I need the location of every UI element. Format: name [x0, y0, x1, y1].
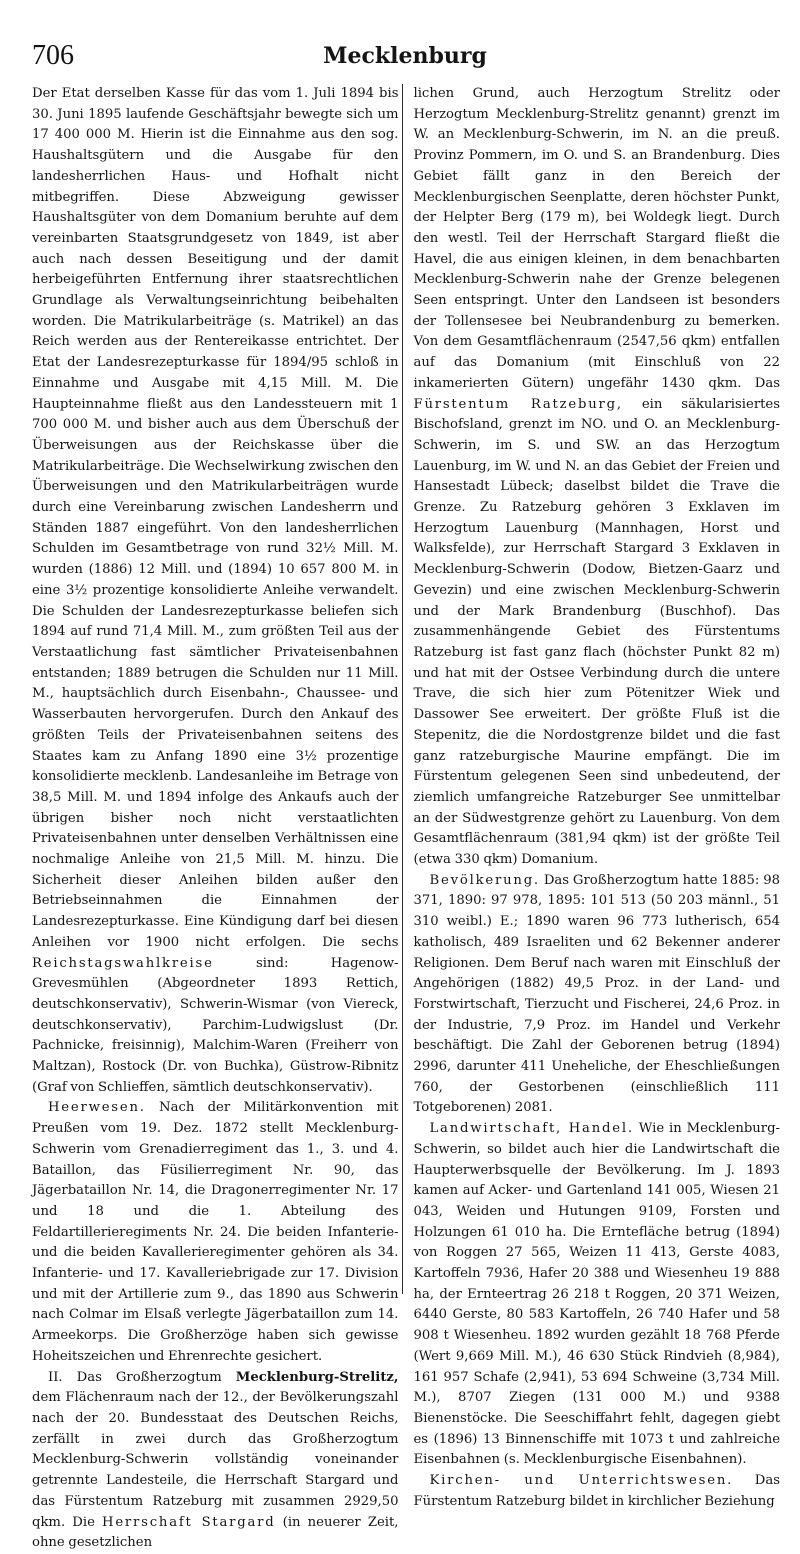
term-bevoelkerung: Bevölkerung. [429, 872, 540, 888]
page-number: 706 [32, 40, 74, 71]
paragraph-text: lichen Grund, auch Herzogtum Strelitz oder Herzogtum Mecklenburg-Strelitz genannt) grenzt im W. an Mecklenburg-Schwerin, im N. an die preuß. Provinz Pommern, im O. und S. an Brandenburg. Dies Gebiet fällt ganz in den Bereich der Mecklenburgischen Seenplatte, deren höchster Punkt, der Helpter Berg (179 m), bei Woldegk liegt. Durch den westl. Teil der Herrschaft Stargard fließt die Havel, die aus einigen kleinen, in dem benachbarten Mecklenburg-Schwerin nahe der Grenze belegenen Seen entspringt. Unter den Landseen ist besonders der Tollensesee bei Neubrandenburg zu bemerken. Von dem Gesamtflächenraum (2547,56 qkm) entfallen auf das Domanium (mit Einschluß von 22 inkamerierten Gütern) ungefähr 1430 qkm. Das [413, 86, 780, 391]
term-reichstagswahlkreise: Reichstagswahlkreise [32, 955, 214, 971]
paragraph-text: Das Fürstentum Ratzeburg bildet in kirchlicher Beziehung [413, 1473, 780, 1509]
paragraph-landwirtschaft [414, 1119, 781, 1471]
paragraph-text: Wie in Mecklenburg-Schwerin, so bildet auch hier die Landwirtschaft die Haupterwerbsquelle der Bevölkerung. Im J. 1893 kamen auf Acker- und Gartenland 141 005, Wiesen 21 043, Weiden und Hutungen 9109, Forsten und Holzungen 61 010 ha. Die Erntefläche betrug (1894) von Roggen 27 565, Weizen 11 413, Gerste 4083, Kartoffeln 7936, Hafer 20 388 und Wiesenheu 19 888 ha, der Ernteertrag 26 218 t Roggen, 20 371 Weizen, 6440 Gerste, 80 583 Kartoffeln, 26 740 Hafer und 58 908 t Wiesenheu. 1892 wurden gezählt 18 768 Pferde (Wert 9,669 Mill. M.), 46 630 Stück Rindvieh (8,984), 161 957 Schafe (2,941), 53 694 Schweine (3,734 Mill. M.), 8707 Ziegen (131 000 M.) und 9388 Bienenstöcke. Die Seeschiffahrt fehlt, dagegen giebt es (1896) 13 Binnenschiffe mit 1073 t und zahlreiche Eisenbahnen (s. Mecklenburgische Eisenbahnen). [413, 1121, 780, 1468]
term-kirchen-unterrichtswesen: Kirchen- und Unterrichtswesen. [429, 1473, 734, 1489]
paragraph-text: dem Flächenraum nach der 12., der Bevölkerungszahl nach der 20. Bundesstaat des Deutschen Reichs, zerfällt in zwei durch das Großherzogtum Mecklenburg-Schwerin vollständig voneinander getrennte Landesteile, die Herrschaft Stargard und das Fürstentum Ratzeburg mit zusammen 2929,50 qkm. Die [32, 1390, 399, 1530]
text-columns [32, 84, 780, 1551]
paragraph-bevoelkerung [414, 871, 781, 1119]
left-column [32, 84, 399, 1551]
page-header [32, 36, 778, 76]
right-column [413, 84, 781, 1509]
paragraph-geography [414, 84, 781, 871]
paragraph-text: ein säkularisiertes Bischofsland, grenzt im NO. und O. an Mecklenburg-Schwerin, im S. und SW. an das Herzogtum Lauenburg, im W. und N. an das Gebiet der Freien und Hansestadt Lübeck; daselbst bildet die Trave die Grenze. Zu Ratzeburg gehören 3 Exklaven im Herzogtum Lauenburg (Mannhagen, Horst und Walksfelde), zur Herrschaft Stargard 3 Exklaven in Mecklenburg-Schwerin (Dodow, Bietzen-Gaarz und Gevezin) und eine zwischen Mecklenburg-Schwerin und der Mark Brandenburg (Buschhof). Das zusammenhängende Gebiet des Fürstentums Ratzeburg ist fast ganz flach (höchster Punkt 82 m) und hat mit der Ostsee Verbindung durch die untere Trave, die sich hier zum Pötenitzer Wiek und Dassower See erweitert. Der größte Fluß ist die Stepenitz, die die Nordostgrenze bildet und die fast ganz ratzeburgische Maurine empfängt. Die im Fürstentum gelegenen Seen sind unbedeutend, der ziemlich umfangreiche Ratzeburger See unmittelbar an der Südwestgrenze gehört zu Lauenburg. Von dem Gesamtflächenraum (381,94 qkm) ist der größte Teil (etwa 330 qkm) Domanium. [413, 396, 780, 868]
paragraph-text: (in neuerer Zeit, ohne gesetzlichen [32, 1514, 399, 1551]
paragraph-strelitz [32, 1368, 399, 1554]
paragraph-lead: II. Das Großherzogtum [48, 1369, 236, 1385]
term-fuerstentum-ratzeburg: Fürstentum Ratzeburg, [413, 396, 623, 412]
paragraph-text: Nach der Militärkonvention mit Preußen vom 19. Dez. 1872 stellt Mecklenburg-Schwerin vom Grenadierregiment das 1., 3. und 4. Bataillon, das Füsilierregiment Nr. 90, das Jägerbataillon Nr. 14, die Dragonerregimenter Nr. 17 und 18 und die 1. Abteilung des Feldartillerieregiments Nr. 24. Die beiden Infanterie- und die beiden Kavallerieregimenter gehören als 34. Infanterie- und 17. Kavalleriebrigade zur 17. Division und mit der Artillerie zum 9., das 1890 aus Schwerin nach Colmar im Elsaß verlegte Jägerbataillon zum 14. Armeekorps. Die Großherzöge haben sich gewisse Hoheitszeichen und Ehrenrechte gesichert. [32, 1100, 399, 1364]
running-head: Mecklenburg [323, 43, 487, 69]
paragraph-text: Der Etat derselben Kasse für das vom 1. Juli 1894 bis 30. Juni 1895 laufende Geschäftsjahr bewegte sich um 17 400 000 M. Hierin ist die Einnahme aus den sog. Haushaltsgütern und die Ausgabe für den landesherrlichen Haus- und Hofhalt nicht mitbegriffen. Diese Abzweigung gewisser Haushaltsgüter von dem Domanium beruhte auf dem vereinbarten Staatsgrundgesetz von 1849, ist aber auch nach dessen Beseitigung und der damit herbeigeführten Entfernung ihrer staatsrechtlichen Grundlage als Verwaltungseinrichtung beibehalten worden. Die Matrikularbeiträge (s. Matrikel) an das Reich werden aus der Rentereikasse entrichtet. Der Etat der Landesrezepturkasse für 1894/95 schloß in Einnahme und Ausgabe mit 4,15 Mill. M. Die Haupteinnahme fließt aus den Landessteuern mit 1 700 000 M. und bisher auch aus dem Überschuß der Überweisungen aus der Reichskasse über die Matrikularbeiträge. Die Wechselwirkung zwischen den Überweisungen und den Matrikularbeiträgen wurde durch eine Vereinbarung zwischen Landesherrn und Ständen 1887 eingeführt. Von den landesherrlichen Schulden im Gesamtbetrage von rund 32½ Mill. M. wurden (1886) 12 Mill. und (1894) 10 657 800 M. in eine 3½ prozentige konsolidierte Anleihe verwandelt. Die Schulden der Landesrezepturkasse beliefen sich 1894 auf rund 71,4 Mill. M., zum größten Teil aus der Verstaatlichung fast sämtlicher Privateisenbahnen entstanden; 1889 betrugen die Schulden nur 11 Mill. M., hauptsächlich durch Eisenbahn-, Chaussee- und Wasserbauten hervorgerufen. Durch den Ankauf des größten Teils der Privateisenbahnen seitens des Staates kam zu Anfang 1890 eine 3½ prozentige konsolidierte mecklenb. Landesanleihe im Betrage von 38,5 Mill. M. und 1894 infolge des Ankaufs auch der übrigen bisher noch nicht verstaatlichten Privateisenbahnen unter denselben Verhältnissen eine nochmalige Anleihe von 21,5 Mill. M. hinzu. Die Sicherheit dieser Anleihen bilden außer den Betriebseinnahmen die Einnahmen der Landesrezepturkasse. Eine Kündigung darf bei diesen Anleihen vor 1900 nicht erfolgen. Die sechs [32, 86, 399, 950]
paragraph-text: Das Großherzogtum hatte 1885: 98 371, 1890: 97 978, 1895: 101 513 (50 203 männl., 51 310 weibl.) E.; 1890 waren 96 773 lutherisch, 654 katholisch, 489 Israeliten und 62 Bekenner anderer Religionen. Dem Beruf nach waren mit Einschluß der Angehörigen (1882) 49,5 Proz. in der Land- und Forstwirtschaft, Tierzucht und Fischerei, 24,6 Proz. in der Industrie, 7,9 Proz. im Handel und Verkehr beschäftigt. Die Zahl der Geborenen betrug (1894) 2996, darunter 411 Uneheliche, der Eheschließungen 760, der Gestorbenen (einschließlich 111 Totgeborenen) 2081. [413, 872, 780, 1116]
term-landwirtschaft-handel: Landwirtschaft, Handel. [429, 1121, 634, 1137]
paragraph-budget [32, 84, 399, 1098]
term-herrschaft-stargard: Herrschaft Stargard [102, 1514, 276, 1530]
term-heerwesen: Heerwesen. [48, 1100, 146, 1116]
column-divider [402, 84, 403, 1294]
paragraph-text: sind: Hagenow-Grevesmühlen (Abgeordneter 1893 Rettich, deutschkonservativ), Schwerin-Wismar (von Viereck, deutschkonservativ), Parchim-Ludwigslust (Dr. Pachnicke, freisinnig), Malchim-Waren (Freiherr von Maltzan), Rostock (Dr. von Buchka), Güstrow-Ribnitz (Graf von Schlieffen, sämtlich deutschkonservativ). [32, 955, 399, 1095]
paragraph-heerwesen [32, 1098, 399, 1367]
paragraph-kirchen [414, 1471, 781, 1512]
term-mecklenburg-strelitz: Mecklenburg-Strelitz, [235, 1369, 399, 1385]
